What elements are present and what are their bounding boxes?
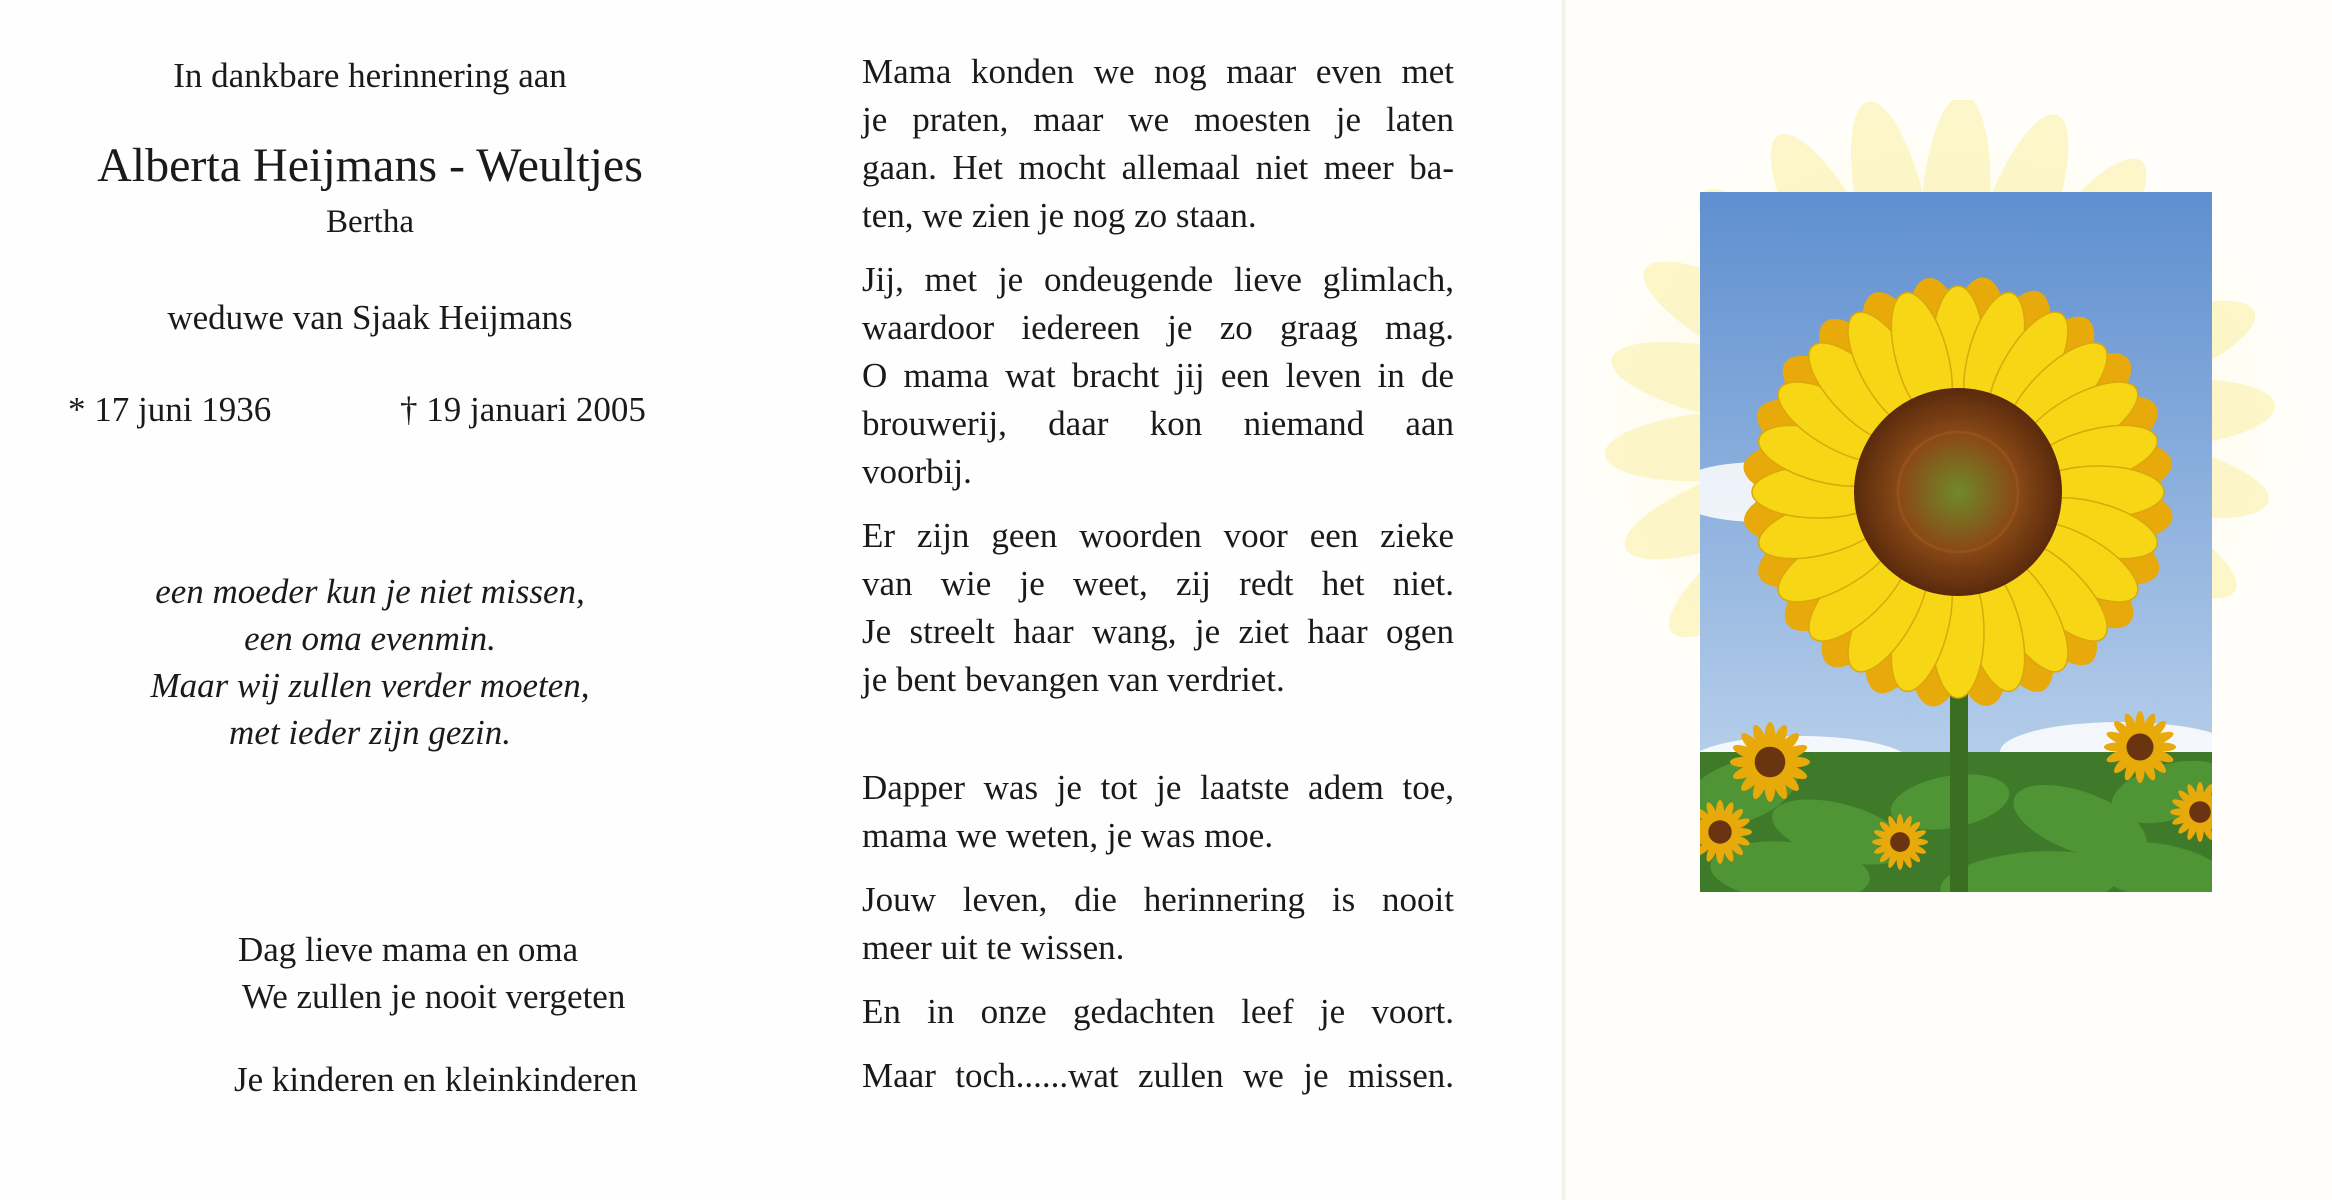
verse-line: voorbij. xyxy=(862,452,972,491)
stanza xyxy=(862,1052,1454,1100)
verse-line: gaan. Het mocht allemaal niet meer ba- xyxy=(862,148,1454,187)
farewell-line: We zullen je nooit vergeten xyxy=(242,977,626,1016)
verse-line: Je streelt haar wang, je ziet haar ogen xyxy=(862,612,1454,651)
poem-line: een oma evenmin. xyxy=(244,619,496,658)
sunflower-photo xyxy=(1700,192,2212,892)
deceased-name: Alberta Heijmans - Weultjes xyxy=(97,139,643,192)
verse-line: Maar toch......wat zullen we je missen. xyxy=(862,1056,1454,1095)
death-date: † 19 januari 2005 xyxy=(400,390,646,429)
poem xyxy=(0,568,740,756)
verse-line: van wie je weet, zij redt het niet. xyxy=(862,564,1454,603)
stanza-gap xyxy=(862,720,1454,764)
farewell-line: Dag lieve mama en oma xyxy=(238,930,579,969)
verse-line: ten, we zien je nog zo staan. xyxy=(862,196,1257,235)
poem-line: een moeder kun je niet missen, xyxy=(155,572,585,611)
verse-line: O mama wat bracht jij een leven in de xyxy=(862,356,1454,395)
verse-line: Er zijn geen woorden voor een zieke xyxy=(862,516,1454,555)
stanza xyxy=(862,48,1454,240)
verse-line: je praten, maar we moesten je laten xyxy=(862,100,1454,139)
stanza xyxy=(862,764,1454,860)
farewell xyxy=(238,926,625,1020)
stanza xyxy=(862,256,1454,496)
verse-line: Jouw leven, die herinnering is nooit xyxy=(862,880,1454,919)
poem-line: Maar wij zullen verder moeten, xyxy=(150,666,590,705)
verse-line: Mama konden we nog maar even met xyxy=(862,52,1454,91)
poem-line: met ieder zijn gezin. xyxy=(229,713,511,752)
stanza xyxy=(862,876,1454,972)
verse-line: Dapper was je tot je laatste adem toe, xyxy=(862,768,1454,807)
signature: Je kinderen en kleinkinderen xyxy=(234,1060,638,1099)
widow-of: weduwe van Sjaak Heijmans xyxy=(167,298,573,337)
left-column xyxy=(0,0,760,1200)
stanza xyxy=(862,512,1454,704)
verses xyxy=(862,48,1454,1116)
fold-line xyxy=(1562,0,1566,1200)
verse-line: brouwerij, daar kon niemand aan xyxy=(862,404,1454,443)
verse-line: mama we weten, je was moe. xyxy=(862,816,1274,855)
stanza xyxy=(862,988,1454,1036)
nickname: Bertha xyxy=(326,204,414,240)
intro-text: In dankbare herinnering aan xyxy=(173,56,567,95)
verse-line: waardoor iedereen je zo graag mag. xyxy=(862,308,1454,347)
verse-line: Jij, met je ondeugende lieve glimlach, xyxy=(862,260,1454,299)
birth-date: * 17 juni 1936 xyxy=(68,390,272,429)
verse-line: En in onze gedachten leef je voort. xyxy=(862,992,1454,1031)
verse-line: je bent bevangen van verdriet. xyxy=(862,660,1285,699)
verse-line: meer uit te wissen. xyxy=(862,928,1125,967)
